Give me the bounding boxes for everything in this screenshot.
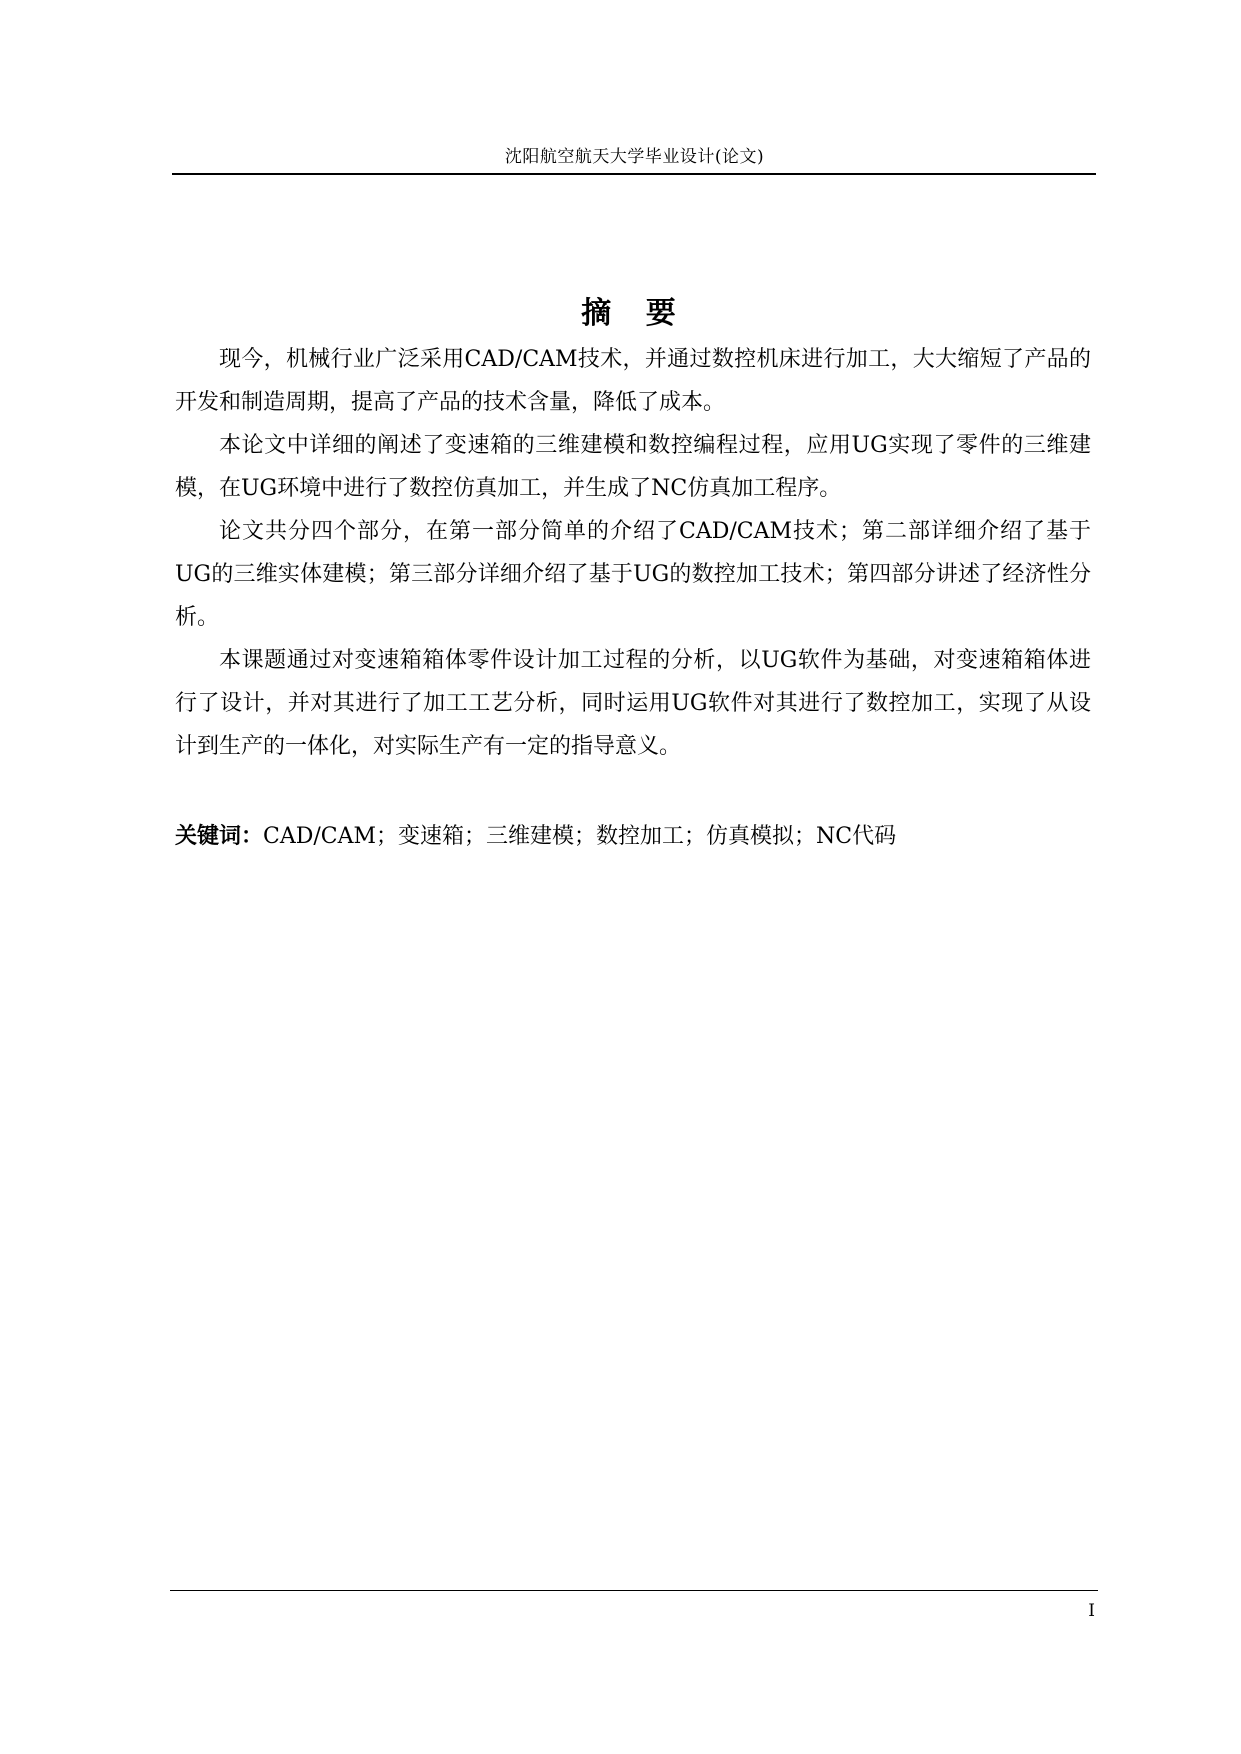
abstract-paragraph-2: 本论文中详细的阐述了变速箱的三维建模和数控编程过程，应用UG实现了零件的三维建模，在UG环境中进行了数控仿真加工，并生成了NC仿真加工程序。 [175,433,1091,501]
keywords-label: 关键词： [175,824,264,849]
abstract-body [175,338,1091,768]
running-header: 沈阳航空航天大学毕业设计(论文) [504,147,765,167]
abstract-title: 摘 要 [581,296,688,331]
footer-rule [170,1590,1098,1591]
abstract-paragraph-4: 本课题通过对变速箱箱体零件设计加工过程的分析，以UG软件为基础，对变速箱箱体进行了设计，并对其进行了加工工艺分析，同时运用UG软件对其进行了数控加工，实现了从设计到生产的一体化，对实际生产有一定的指导意义。 [175,648,1091,759]
page-number: I [1088,1601,1095,1621]
keywords-line [175,815,1091,858]
keywords-value: CAD/CAM；变速箱；三维建模；数控加工；仿真模拟；NC代码 [263,824,897,849]
abstract-paragraph-3: 论文共分四个部分，在第一部分简单的介绍了CAD/CAM技术；第二部详细介绍了基于UG的三维实体建模；第三部分详细介绍了基于UG的数控加工技术；第四部分讲述了经济性分析。 [175,519,1091,630]
abstract-paragraph-1: 现今，机械行业广泛采用CAD/CAM技术，并通过数控机床进行加工，大大缩短了产品的开发和制造周期，提高了产品的技术含量，降低了成本。 [175,347,1091,415]
header-rule [172,173,1096,175]
